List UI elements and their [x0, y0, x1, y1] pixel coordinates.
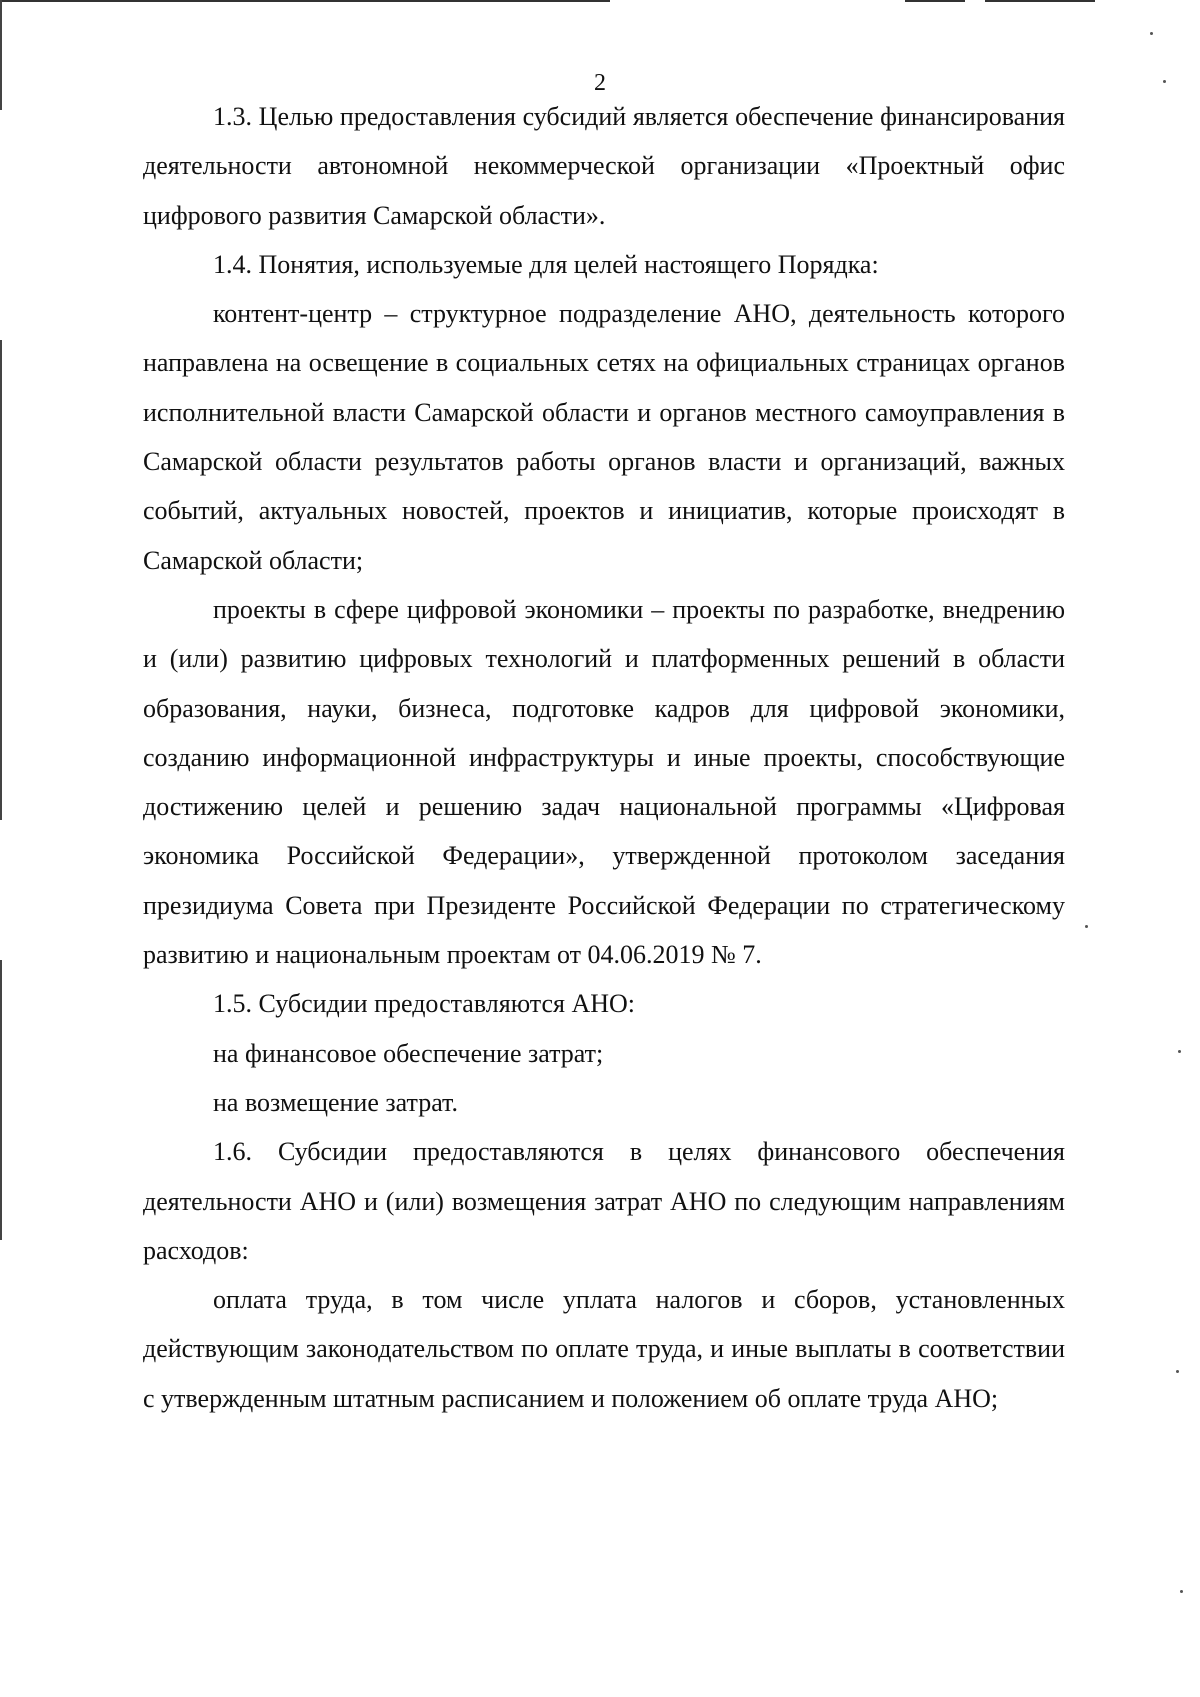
definition-content-center: контент-центр – структурное подразделение АНО, деятельность которого направлена на освещение в социальных сетях на официальных страницах органов исполнительной власти Самарской области и органов местного самоуправления в Самарской области результатов работы органов власти и организаций, важных событий, актуальных новостей, проектов и инициатив, которые происходят в Самарской области; [143, 299, 1065, 575]
scan-artifact-top-line [985, 0, 1095, 2]
scan-speck [1180, 1590, 1183, 1593]
list-item-labor-payment: оплата труда, в том числе уплата налогов и сборов, установленных действующим законодательством по оплате труда, и иные выплаты в соответствии с утвержденным штатным расписанием и положением об оплате труда АНО; [143, 1285, 1065, 1413]
paragraph-1-3: 1.3. Целью предоставления субсидий является обеспечение финансирования деятельности автономной некоммерческой организации «Проектный офис цифрового развития Самарской области». [143, 102, 1065, 230]
scan-speck [1178, 1050, 1181, 1053]
list-item-reimbursement: на возмещение затрат. [213, 1087, 458, 1117]
scan-speck [1150, 32, 1153, 35]
page-number: 2 [594, 70, 606, 96]
paragraph-1-4: 1.4. Понятия, используемые для целей настоящего Порядка: [213, 249, 879, 279]
scan-speck [1176, 1370, 1179, 1373]
scan-speck [1085, 925, 1088, 928]
document-body [143, 92, 1065, 1423]
paragraph-1-6: 1.6. Субсидии предоставляются в целях финансового обеспечения деятельности АНО и (или) возмещения затрат АНО по следующим направлениям расходов: [143, 1137, 1065, 1265]
definition-digital-economy-projects: проекты в сфере цифровой экономики – проекты по разработке, внедрению и (или) развитию цифровых технологий и платформенных решений в области образования, науки, бизнеса, подготовке кадров для цифровой экономики, созданию информационной инфраструктуры и иные проекты, способствующие достижению целей и решению задач национальной программы «Цифровая экономика Российской Федерации», утвержденной протоколом заседания президиума Совета при Президенте Российской Федерации по стратегическому развитию и национальным проектам от 04.06.2019 № 7. [143, 594, 1065, 970]
scan-artifact-top-line [905, 0, 965, 2]
scan-artifact-left-edge [0, 340, 2, 820]
scan-artifact-left-edge [0, 960, 2, 1240]
paragraph-1-5: 1.5. Субсидии предоставляются АНО: [213, 989, 636, 1019]
scan-artifact-top-line [0, 0, 610, 2]
list-item-financing: на финансовое обеспечение затрат; [213, 1038, 604, 1068]
